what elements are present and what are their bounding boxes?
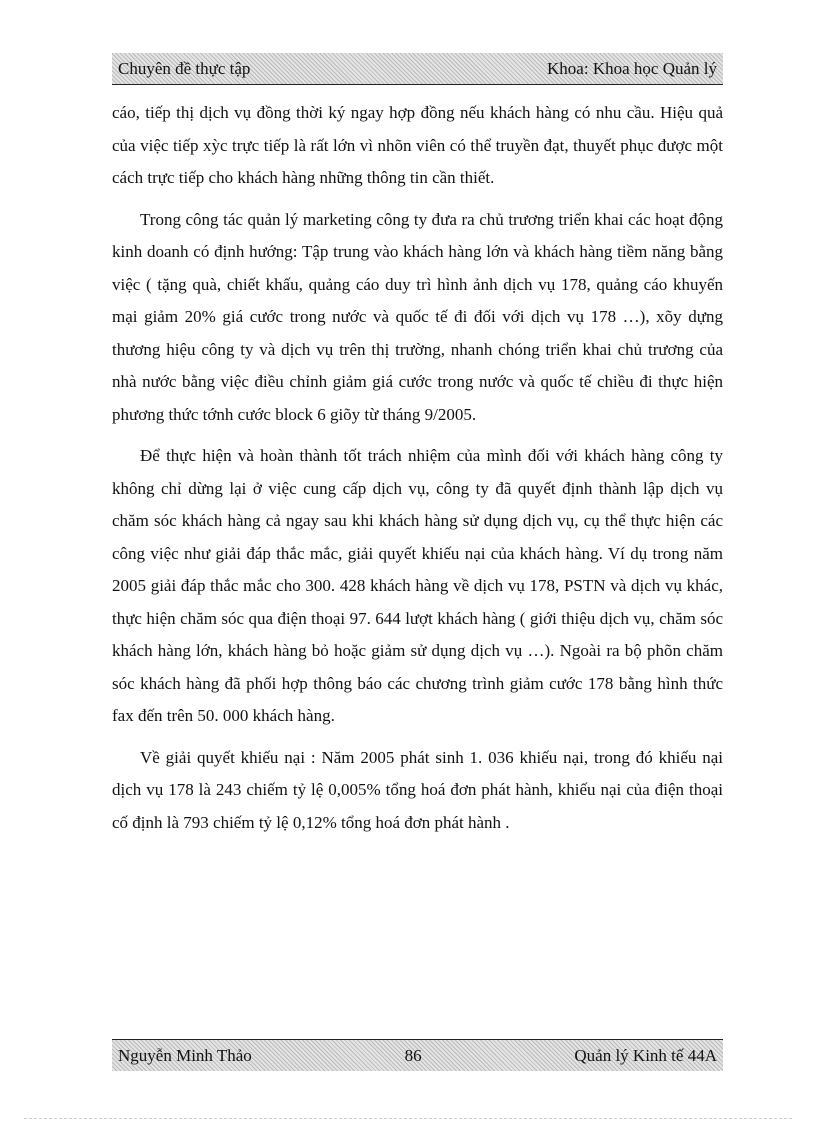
paragraph-4: Về giải quyết khiếu nại : Năm 2005 phát sinh 1. 036 khiếu nại, trong đó khiếu nại dịch vụ 178 là 243 chiếm tỷ lệ 0,005% tổng hoá đơn phát hành, khiếu nại của điện thoại cố định là 793 chiếm tỷ lệ 0,12% tổng hoá đơn phát hành .	[112, 747, 723, 832]
document-body	[112, 97, 723, 848]
paragraph-3: Để thực hiện và hoàn thành tốt trách nhiệm của mình đối với khách hàng công ty không chỉ dừng lại ở việc cung cấp dịch vụ, công ty đã quyết định thành lập dịch vụ chăm sóc khách hàng cả ngay sau khi khách hàng sử dụng dịch vụ, cụ thể thực hiện các công việc như giải đáp thắc mắc, giải quyết khiếu nại của khách hàng. Ví dụ trong năm 2005 giải đáp thắc mắc cho 300. 428 khách hàng về dịch vụ 178, PSTN và dịch vụ khác, thực hiện chăm sóc qua điện thoại 97. 644 lượt khách hàng ( giới thiệu dịch vụ, chăm sóc khách hàng lớn, khách hàng bỏ hoặc giảm sử dụng dịch vụ …). Ngoài ra bộ phõn chăm sóc khách hàng đã phối hợp thông báo các chương trình giảm cước 178 bằng hình thức fax đến trên 50. 000 khách hàng.	[112, 446, 723, 725]
paragraph-1: cáo, tiếp thị dịch vụ đồng thời ký ngay hợp đồng nếu khách hàng có nhu cầu. Hiệu quả của việc tiếp xỳc trực tiếp là rất lớn vì nhõn viên có thể truyền đạt, thuyết phục được một cách trực tiếp cho khách hàng những thông tin cần thiết.	[112, 103, 723, 187]
page-edge-divider	[24, 1118, 792, 1119]
paragraph-2: Trong công tác quản lý marketing công ty đưa ra chủ trương triển khai các hoạt động kinh doanh có định hướng: Tập trung vào khách hàng lớn và khách hàng tiềm năng bằng việc ( tặng quà, chiết khấu, quảng cáo duy trì hình ảnh dịch vụ 178, quảng cáo khuyến mại giảm 20% giá cước trong nước và quốc tế đi đối với dịch vụ 178 …), xõy dựng thương hiệu công ty và dịch vụ trên thị trường, nhanh chóng triển khai chủ trương của nhà nước bằng việc điều chỉnh giảm giá cước trong nước và quốc tế chiều đi thực hiện phương thức tớnh cước block 6 giõy từ tháng 9/2005.	[112, 209, 723, 424]
footer-page-number: 86	[404, 1045, 422, 1065]
footer-author: Nguyễn Minh Thảo	[118, 1045, 252, 1065]
footer-class: Quản lý Kinh tế 44A	[574, 1045, 717, 1065]
header-course-title: Chuyên đề thực tập	[118, 58, 251, 78]
header-faculty: Khoa: Khoa học Quản lý	[547, 58, 717, 78]
page-footer	[112, 1039, 723, 1071]
page-header	[112, 53, 723, 85]
